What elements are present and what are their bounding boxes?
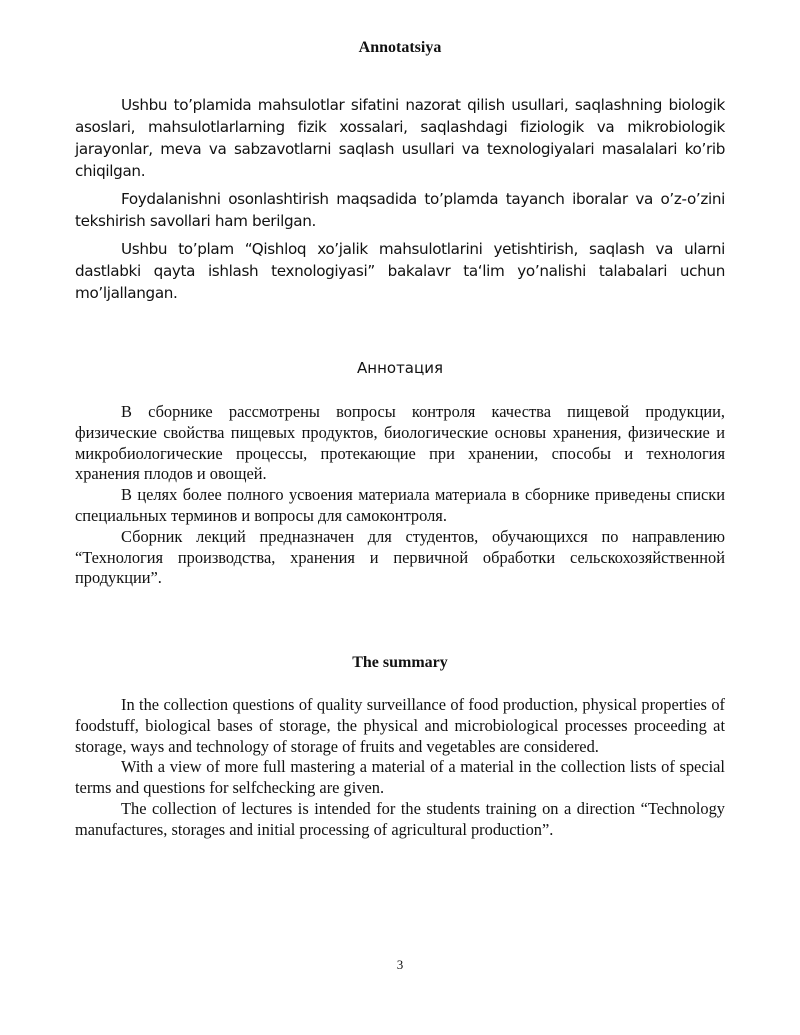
russian-annotation-body (75, 402, 725, 589)
uzbek-paragraph-1: Ushbu to’plamida mahsulotlar sifatini nazorat qilish usullari, saqlashning biologik asoslari, mahsulotlarlarning fizik xossalari, saqlashdagi fiziologik va mikrobiologik jarayonlar, meva va sabzavotlarni saqlash usullari va texnologiyalari masalalari ko’rib chiqilgan. (75, 96, 725, 180)
uzbek-annotation-body (75, 94, 725, 310)
uzbek-paragraph-3: Ushbu to’plam “Qishloq xo’jalik mahsulotlarini yetishtirish, saqlash va ularni dastlabki qayta ishlash texnologiyasi” bakalavr ta‘lim yo’nalishi talabalari uchun mo’ljallangan. (75, 240, 725, 302)
english-paragraph-1: In the collection questions of quality surveillance of food production, physical properties of foodstuff, biological bases of storage, the physical and microbiological processes proceeding at storage, ways and technology of storage of fruits and vegetables are considered. (75, 695, 725, 756)
page-number: 3 (396, 957, 404, 972)
uzbek-annotation-title: Annotatsiya (358, 39, 442, 56)
english-paragraph-2: With a view of more full mastering a material of a material in the collection lists of special terms and questions for selfchecking are given. (75, 757, 725, 798)
english-summary-title: The summary (352, 654, 448, 671)
english-summary-body (75, 695, 725, 841)
uzbek-paragraph-2: Foydalanishni osonlashtirish maqsadida to’plamda tayanch iboralar va o’z-o’zini tekshirish savollari ham berilgan. (75, 190, 725, 230)
russian-paragraph-3: Сборник лекций предназначен для студентов, обучающихся по направлению “Технология производства, хранения и первичной обработки сельскохозяйственной продукции”. (75, 526, 725, 588)
russian-paragraph-1: В сборнике рассмотрены вопросы контроля качества пищевой продукции, физические свойства пищевых продуктов, биологические основы хранения, физические и микробиологические процессы, протекающие при хранении, способы и технология хранения плодов и овощей. (75, 402, 725, 484)
russian-annotation-title: Аннотация (357, 359, 443, 377)
english-paragraph-3: The collection of lectures is intended for the students training on a direction “Technology manufactures, storages and initial processing of agricultural production”. (75, 798, 725, 839)
russian-paragraph-2: В целях более полного усвоения материала материала в сборнике приведены списки специальных терминов и вопросы для самоконтроля. (75, 485, 725, 525)
